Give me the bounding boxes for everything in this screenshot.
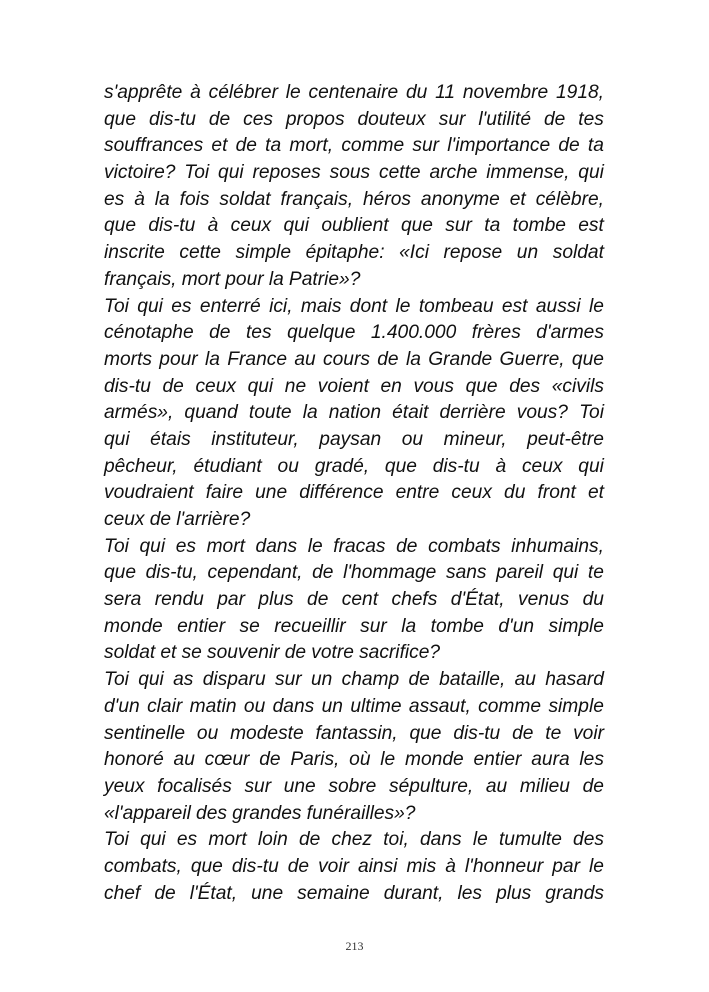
text-line: ceux de l'arrière? [104, 509, 251, 530]
text-line: Toi qui as disparu sur un champ de bataille, au hasard [104, 669, 604, 691]
text-line: combats, que dis-tu de voir ainsi mis à l'honneur par le [104, 855, 604, 877]
text-line: es à la fois soldat français, héros anonyme et célèbre, [104, 188, 604, 210]
text-line: français, mort pour la Patrie»? [104, 268, 361, 290]
body-text [104, 80, 604, 907]
page-number: 213 [345, 939, 364, 953]
text-line: que dis-tu à ceux qui oublient que sur ta tombe est [104, 215, 604, 237]
text-line: sera rendu par plus de cent chefs d'État, venus du [104, 589, 604, 611]
text-line: Toi qui es enterré ici, mais dont le tombeau est aussi le [104, 295, 604, 317]
text-line: que dis-tu de ces propos douteux sur l'utilité de tes [104, 108, 604, 130]
text-line: morts pour la France au cours de la Grande Guerre, que [104, 348, 604, 370]
text-line: cénotaphe de tes quelque 1.400.000 frères d'armes [104, 322, 604, 344]
text-line: yeux focalisés sur une sobre sépulture, au milieu de [104, 775, 604, 797]
text-line: voudraient faire une différence entre ceux du front et [104, 482, 604, 504]
text-line: s'apprête à célébrer le centenaire du 11 novembre 1918, [104, 82, 604, 103]
text-line: qui étais instituteur, paysan ou mineur, peut-être [104, 428, 604, 450]
text-line: soldat et se souvenir de votre sacrifice? [104, 642, 441, 664]
text-line: Toi qui es mort loin de chez toi, dans le tumulte des [104, 829, 604, 851]
text-line: que dis-tu, cependant, de l'hommage sans pareil qui te [104, 562, 604, 584]
text-line: chef de l'État, une semaine durant, les plus grands [104, 882, 604, 904]
text-line: monde entier se recueillir sur la tombe d'un simple [104, 615, 604, 637]
text-line: inscrite cette simple épitaphe: «Ici repose un soldat [104, 242, 604, 264]
text-line: victoire? Toi qui reposes sous cette arche immense, qui [104, 162, 604, 184]
text-line: honoré au cœur de Paris, où le monde entier aura les [104, 749, 604, 771]
text-line: «l'appareil des grandes funérailles»? [104, 802, 416, 824]
text-line: Toi qui es mort dans le fracas de combats inhumains, [104, 535, 604, 557]
text-line: d'un clair matin ou dans un ultime assaut, comme simple [104, 695, 604, 717]
text-line: souffrances et de ta mort, comme sur l'importance de ta [104, 135, 604, 157]
text-line: sentinelle ou modeste fantassin, que dis-tu de te voir [104, 722, 604, 744]
text-line: armés», quand toute la nation était derrière vous? Toi [104, 402, 604, 424]
text-line: dis-tu de ceux qui ne voient en vous que des «civils [104, 375, 604, 397]
text-line: pêcheur, étudiant ou gradé, que dis-tu à ceux qui [104, 455, 604, 477]
